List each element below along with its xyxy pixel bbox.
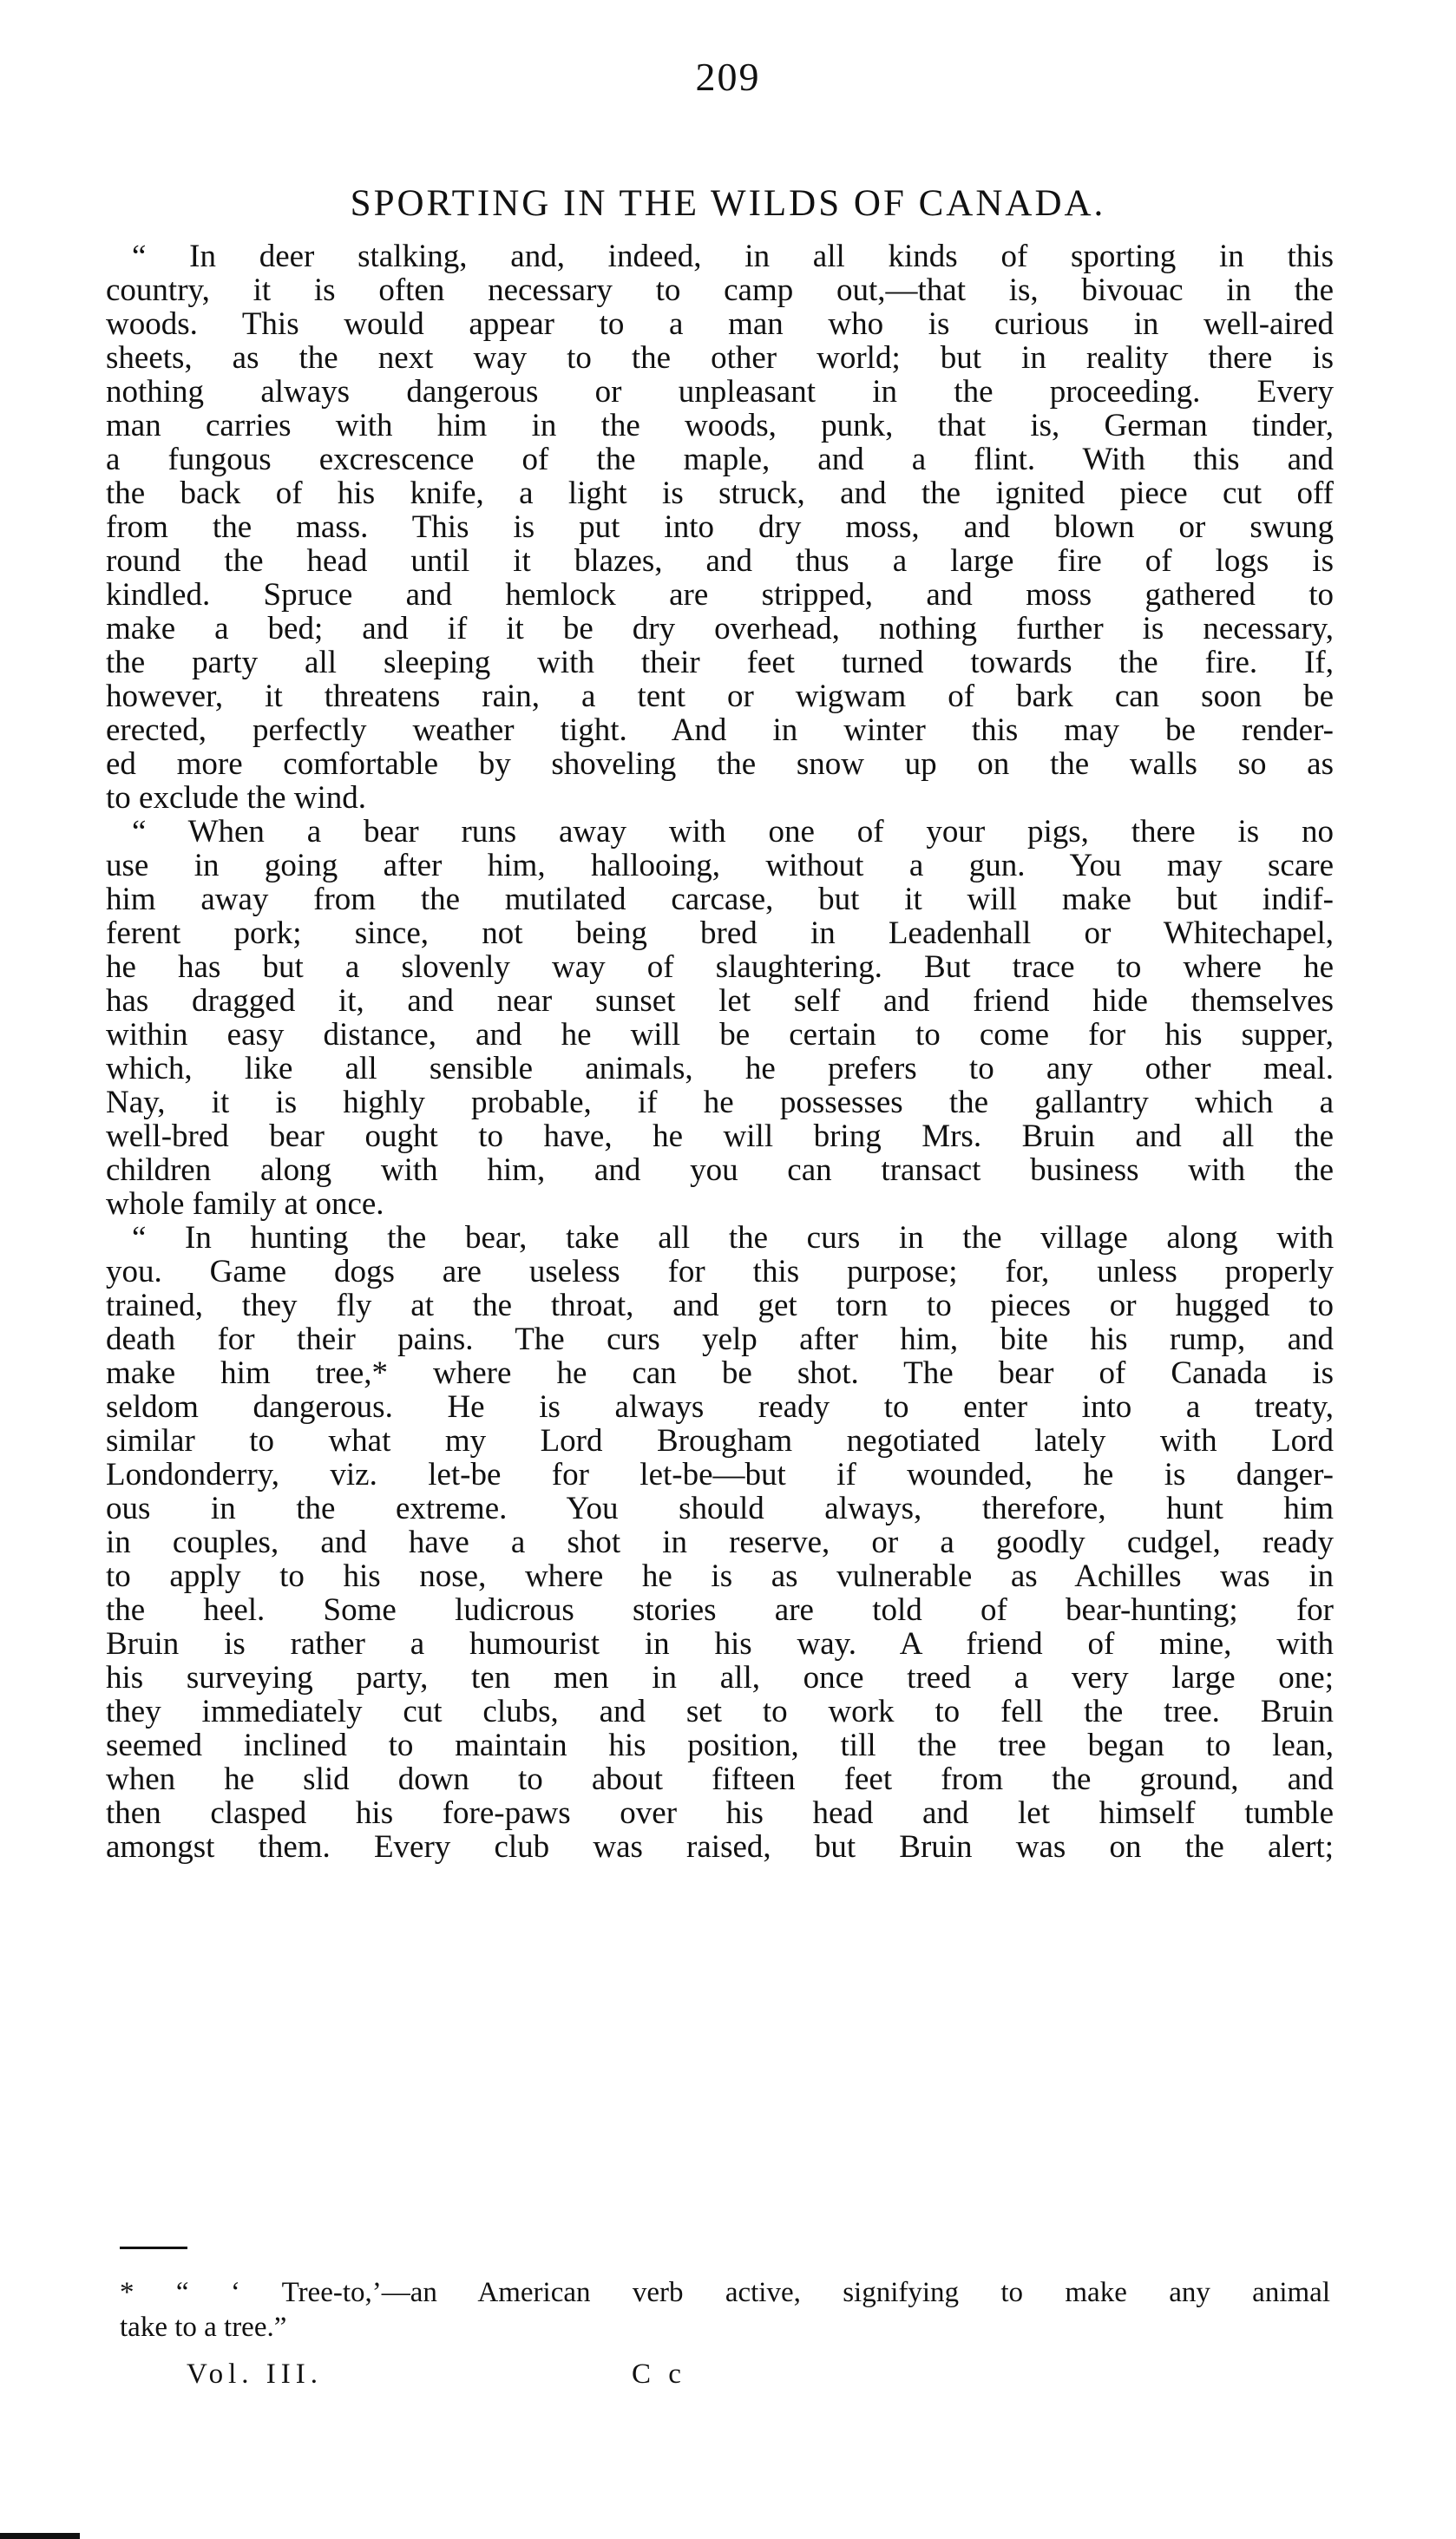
text-line: the heel. Some ludicrous stories are told of bear-hunting; for: [106, 1593, 1334, 1627]
text-line: Nay, it is highly probable, if he possesses the gallantry which a: [106, 1086, 1334, 1119]
text-line: the back of his knife, a light is struck, and the ignited piece cut off: [106, 476, 1334, 510]
text-line: which, like all sensible animals, he prefers to any other meal.: [106, 1052, 1334, 1086]
text-line: erected, perfectly weather tight. And in winter this may be render-: [106, 713, 1334, 747]
text-line: children along with him, and you can transact business with the: [106, 1153, 1334, 1187]
text-line: however, it threatens rain, a tent or wigwam of bark can soon be: [106, 679, 1334, 713]
text-line: round the head until it blazes, and thus a large fire of logs is: [106, 544, 1334, 578]
chapter-title: SPORTING IN THE WILDS OF CANADA.: [350, 183, 1106, 224]
text-line: ous in the extreme. You should always, therefore, hunt him: [106, 1492, 1334, 1525]
text-line: man carries with him in the woods, punk, that is, German tinder,: [106, 409, 1334, 443]
text-line: make a bed; and if it be dry overhead, nothing further is necessary,: [106, 612, 1334, 646]
text-line: “ In deer stalking, and, indeed, in all kinds of sporting in this: [132, 239, 1334, 273]
text-line: amongst them. Every club was raised, but Bruin was on the alert;: [106, 1830, 1334, 1864]
text-line: from the mass. This is put into dry moss, and blown or swung: [106, 510, 1334, 544]
text-line: the party all sleeping with their feet turned towards the fire. If,: [106, 646, 1334, 679]
text-line: Bruin is rather a humourist in his way. A friend of mine, with: [106, 1627, 1334, 1661]
text-line: ferent pork; since, not being bred in Leadenhall or Whitechapel,: [106, 916, 1334, 950]
text-line: “ When a bear runs away with one of your pigs, there is no: [132, 815, 1334, 849]
footnote-line: take to a tree.”: [120, 2312, 287, 2343]
text-line: to apply to his nose, where he is as vulnerable as Achilles was in: [106, 1559, 1334, 1593]
text-line: whole family at once.: [106, 1187, 384, 1221]
text-line: in couples, and have a shot in reserve, or a goodly cudgel, ready: [106, 1525, 1334, 1559]
text-line: “ In hunting the bear, take all the curs in the village along with: [132, 1221, 1334, 1255]
text-line: they immediately cut clubs, and set to work to fell the tree. Bruin: [106, 1695, 1334, 1729]
signature-mark: C c: [632, 2359, 686, 2390]
text-line: him away from the mutilated carcase, but it will make but indif-: [106, 882, 1334, 916]
text-line: you. Game dogs are useless for this purpose; for, unless properly: [106, 1255, 1334, 1289]
text-line: Londonderry, viz. let-be for let-be—but if wounded, he is danger-: [106, 1458, 1334, 1492]
text-line: ed more comfortable by shoveling the snow up on the walls so as: [106, 747, 1334, 781]
text-line: within easy distance, and he will be certain to come for his supper,: [106, 1018, 1334, 1052]
text-line: well-bred bear ought to have, he will bring Mrs. Bruin and all the: [106, 1119, 1334, 1153]
text-line: death for their pains. The curs yelp after him, bite his rump, and: [106, 1322, 1334, 1356]
text-line: his surveying party, ten men in all, once treed a very large one;: [106, 1661, 1334, 1695]
text-line: country, it is often necessary to camp out,—that is, bivouac in the: [106, 273, 1334, 307]
text-line: seldom dangerous. He is always ready to enter into a treaty,: [106, 1390, 1334, 1424]
text-line: to exclude the wind.: [106, 781, 367, 815]
text-line: use in going after him, hallooing, without a gun. You may scare: [106, 849, 1334, 882]
text-line: seemed inclined to maintain his position, till the tree began to lean,: [106, 1729, 1334, 1762]
text-line: similar to what my Lord Brougham negotiated lately with Lord: [106, 1424, 1334, 1458]
footnote-line: * “ ‘ Tree-to,’—an American verb active, signifying to make any animal: [120, 2277, 1330, 2308]
volume-label: Vol. III.: [187, 2359, 323, 2390]
text-line: make him tree,* where he can be shot. The bear of Canada is: [106, 1356, 1334, 1390]
text-line: sheets, as the next way to the other world; but in reality there is: [106, 341, 1334, 375]
text-line: woods. This would appear to a man who is curious in well-aired: [106, 307, 1334, 341]
text-line: he has but a slovenly way of slaughtering. But trace to where he: [106, 950, 1334, 984]
text-line: nothing always dangerous or unpleasant in the proceeding. Every: [106, 375, 1334, 409]
text-line: has dragged it, and near sunset let self and friend hide themselves: [106, 984, 1334, 1018]
footnote-rule: [120, 2247, 187, 2249]
page-number: 209: [695, 55, 761, 99]
footnote: [120, 2275, 1330, 2345]
body-text: [106, 239, 1334, 1864]
text-line: then clasped his fore-paws over his head and let himself tumble: [106, 1796, 1334, 1830]
text-line: when he slid down to about fifteen feet from the ground, and: [106, 1762, 1334, 1796]
text-line: a fungous excrescence of the maple, and a flint. With this and: [106, 443, 1334, 476]
text-line: kindled. Spruce and hemlock are stripped, and moss gathered to: [106, 578, 1334, 612]
text-line: trained, they fly at the throat, and get torn to pieces or hugged to: [106, 1289, 1334, 1322]
scan-edge-mark: [0, 2533, 80, 2539]
